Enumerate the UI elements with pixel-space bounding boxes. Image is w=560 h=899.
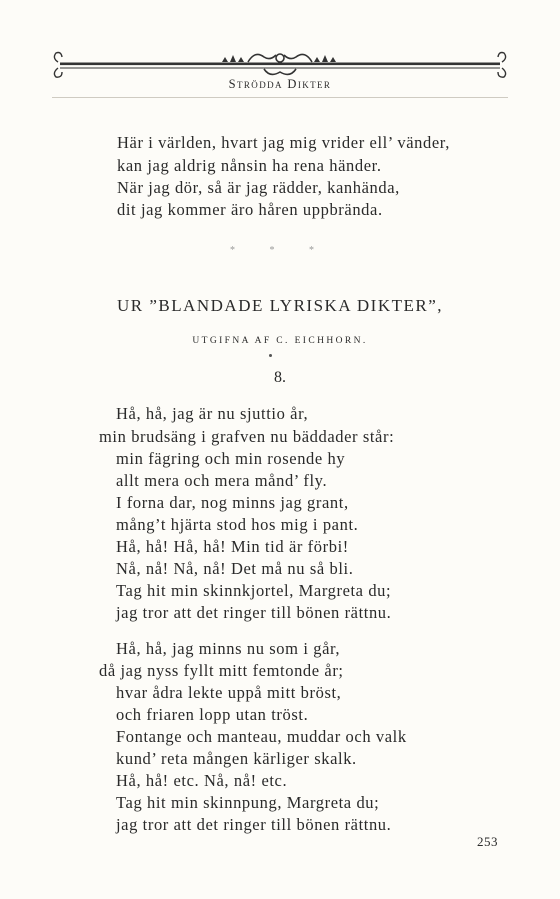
poem-line: min brudsäng i grafven nu bäddader står: (99, 427, 395, 446)
poem-line: Hå, hå, jag är nu sjuttio år, (116, 404, 309, 423)
poem-line: hvar ådra lekte uppå mitt bröst, (116, 683, 342, 702)
poem-line: kund’ reta mången kärliger skalk. (116, 749, 357, 768)
poem-line: Här i världen, hvart jag mig vrider ell’ vänder, (117, 133, 450, 152)
running-head: Strödda Dikter (228, 77, 332, 91)
section-separator: * * * (230, 245, 330, 256)
poem-line: min fägring och min rosende hy (116, 449, 346, 468)
poem-line: Hå, hå! etc. Nå, nå! etc. (116, 771, 288, 790)
section-subheading: UTGIFNA AF C. EICHHORN. (192, 336, 368, 346)
header-rule (52, 97, 508, 98)
poem-line: Fontange och manteau, muddar och valk (116, 727, 407, 746)
poem-line: Tag hit min skinnpung, Margreta du; (116, 793, 380, 812)
poem-line: Tag hit min skinnkjortel, Margreta du; (116, 581, 392, 600)
poem-line: allt mera och mera månd’ fly. (116, 471, 328, 490)
poem-line: dit jag kommer äro håren uppbrända. (117, 200, 383, 219)
page-number: 253 (477, 834, 498, 849)
poem-line: jag tror att det ringer till bönen rättnu. (116, 815, 392, 834)
poem-line: Hå, hå! Hå, hå! Min tid är förbi! (116, 537, 349, 556)
poem-line: då jag nyss fyllt mitt femtonde år; (99, 661, 344, 680)
poem-line: mång’t hjärta stod hos mig i pant. (116, 515, 359, 534)
poem-line: jag tror att det ringer till bönen rättnu. (116, 603, 392, 622)
poem-line: I forna dar, nog minns jag grant, (116, 493, 349, 512)
poem-line: Hå, hå, jag minns nu som i går, (116, 639, 341, 658)
poem-line: och friaren lopp utan tröst. (116, 705, 309, 724)
poem-line: När jag dör, så är jag rädder, kanhända, (117, 178, 400, 197)
poem-number: 8. (274, 369, 286, 386)
poem-line: Nå, nå! Nå, nå! Det må nu så bli. (116, 559, 354, 578)
ink-speck (269, 354, 272, 357)
section-heading: UR ”BLANDADE LYRISKA DIKTER”, (116, 296, 444, 315)
poem-line: kan jag aldrig nånsin ha rena händer. (117, 156, 382, 175)
